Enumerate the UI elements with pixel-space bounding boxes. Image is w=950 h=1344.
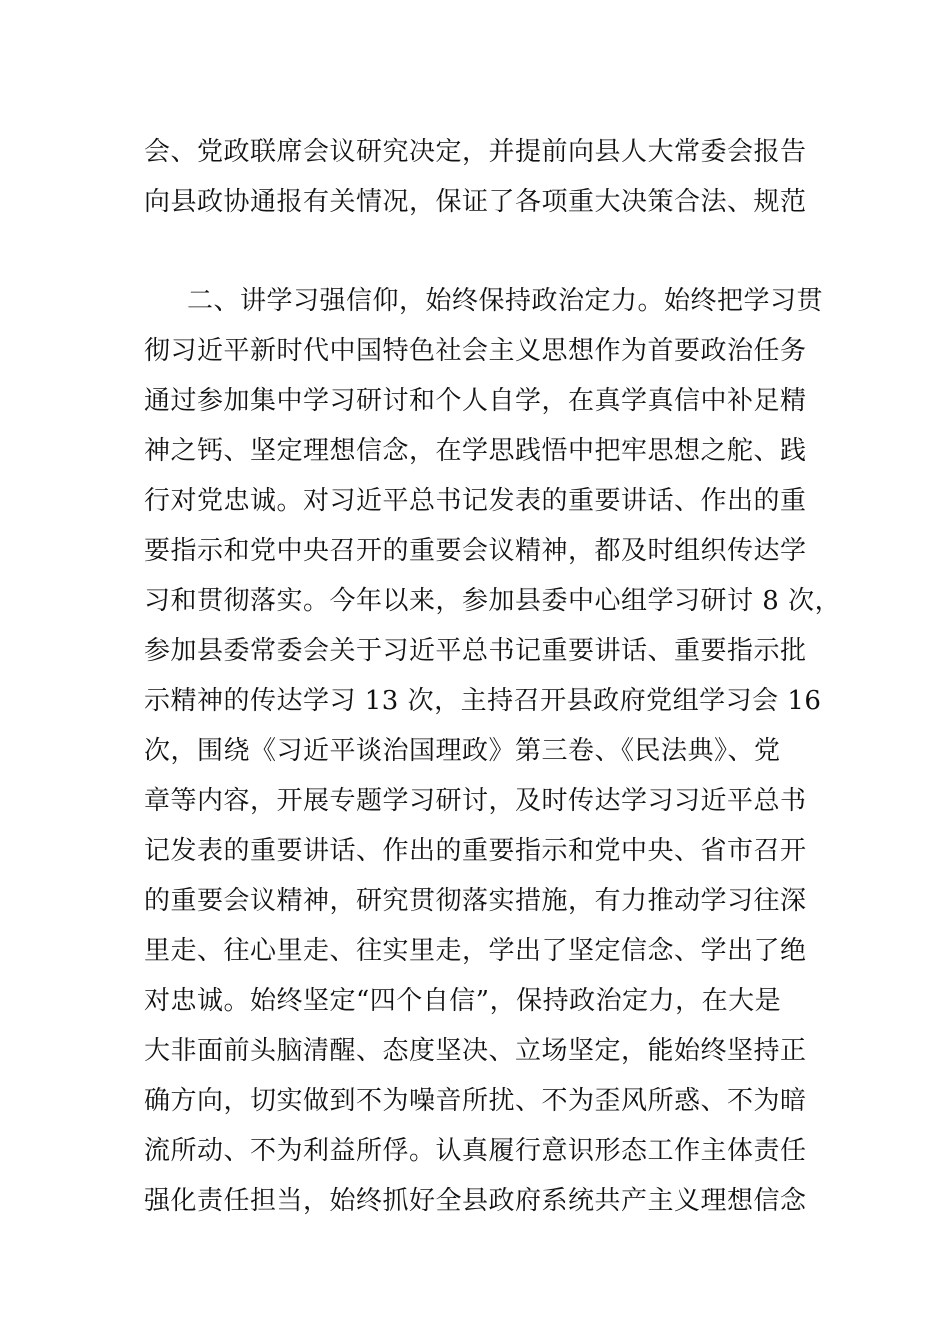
text-line: 示精神的传达学习 13 次，主持召开县政府党组学习会 16 <box>144 686 822 716</box>
text-line: 彻习近平新时代中国特色社会主义思想作为首要政治任务 <box>144 336 807 366</box>
text-line: 章等内容，开展专题学习研讨，及时传达学习习近平总书 <box>144 786 807 816</box>
text-line: 大非面前头脑清醒、态度坚决、立场坚定，能始终坚持正 <box>144 1036 807 1066</box>
text-line: 神之钙、坚定理想信念，在学思践悟中把牢思想之舵、践 <box>144 436 807 466</box>
text-line: 行对党忠诚。对习近平总书记发表的重要讲话、作出的重 <box>144 486 807 516</box>
text-line: 习和贯彻落实。今年以来，参加县委中心组学习研讨 8 次， <box>144 586 842 616</box>
text-line: 会、党政联席会议研究决定，并提前向县人大常委会报告 <box>144 137 807 167</box>
text-line: 要指示和党中央召开的重要会议精神，都及时组织传达学 <box>144 536 807 566</box>
text-line: 向县政协通报有关情况，保证了各项重大决策合法、规范 <box>144 187 807 217</box>
text-line: 通过参加集中学习研讨和个人自学，在真学真信中补足精 <box>144 386 807 416</box>
text-line: 确方向，切实做到不为噪音所扰、不为歪风所惑、不为暗 <box>144 1086 807 1116</box>
text-line: 对忠诚。始终坚定“四个自信”，保持政治定力，在大是 <box>144 986 782 1016</box>
text-line: 记发表的重要讲话、作出的重要指示和党中央、省市召开 <box>144 836 807 866</box>
section-heading-line: 二、讲学习强信仰，始终保持政治定力。始终把学习贯 <box>187 286 824 316</box>
text-line: 里走、往心里走、往实里走，学出了坚定信念、学出了绝 <box>144 936 807 966</box>
text-line: 次，围绕《习近平谈治国理政》第三卷、《民法典》、党 <box>144 736 781 766</box>
text-line: 流所动、不为利益所俘。认真履行意识形态工作主体责任 <box>144 1136 807 1166</box>
text-line: 强化责任担当，始终抓好全县政府系统共产主义理想信念 <box>144 1186 807 1216</box>
text-line: 参加县委常委会关于习近平总书记重要讲话、重要指示批 <box>144 636 807 666</box>
text-line: 的重要会议精神，研究贯彻落实措施，有力推动学习往深 <box>144 886 807 916</box>
